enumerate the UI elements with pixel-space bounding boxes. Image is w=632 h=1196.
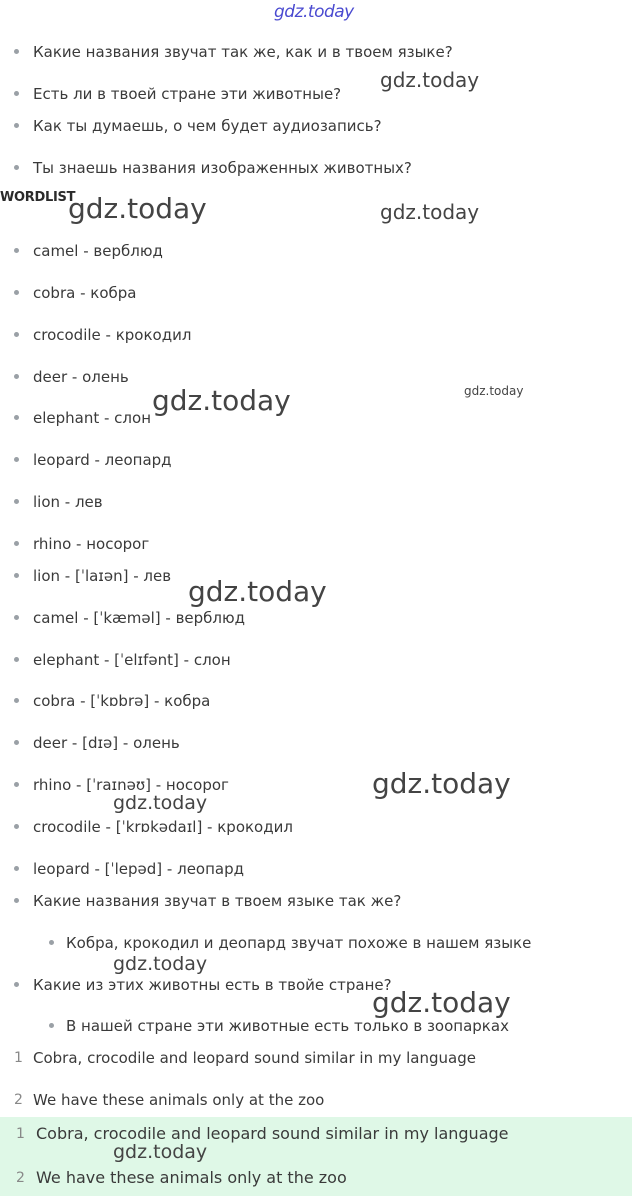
- answer-text: Cobra, crocodile and leopard sound similar in my language: [36, 1124, 509, 1143]
- transcription-entry: cobra - [ˈkɒbrə] - кобра: [33, 692, 211, 710]
- bullet-icon: [14, 782, 19, 787]
- qa-question: Какие названия звучат в твоем языке так же?: [33, 892, 402, 910]
- bullet-icon: [14, 165, 19, 170]
- answer-text: We have these animals only at the zoo: [36, 1168, 347, 1187]
- word-entry: deer - олень: [33, 368, 129, 386]
- word-entry: elephant - слон: [33, 409, 152, 427]
- question-text: Ты знаешь названия изображенных животных?: [33, 159, 412, 177]
- bullet-icon: [14, 657, 19, 662]
- bullet-icon: [14, 866, 19, 871]
- transcription-entry: deer - [dɪə] - олень: [33, 734, 180, 752]
- watermark: gdz.today: [372, 767, 511, 800]
- word-entry: camel - верблюд: [33, 242, 163, 260]
- question-text: Есть ли в твоей стране эти животные?: [33, 85, 342, 103]
- bullet-icon: [14, 290, 19, 295]
- transcription-entry: elephant - [ˈelɪfənt] - слон: [33, 651, 231, 669]
- item-number: 2: [14, 1092, 23, 1108]
- watermark: gdz.today: [464, 384, 524, 398]
- watermark: gdz.today: [372, 986, 511, 1019]
- word-entry: lion - лев: [33, 493, 103, 511]
- watermark: gdz.today: [68, 192, 207, 225]
- bullet-icon: [14, 457, 19, 462]
- bullet-icon: [14, 91, 19, 96]
- bullet-icon: [14, 615, 19, 620]
- answer-text: Cobra, crocodile and leopard sound similar in my language: [33, 1049, 476, 1067]
- qa-answer: Кобра, крокодил и деопард звучат похоже в нашем языке: [66, 934, 532, 952]
- bullet-icon: [49, 1023, 54, 1028]
- wordlist-heading: WORDLIST: [0, 190, 76, 205]
- word-entry: cobra - кобра: [33, 284, 137, 302]
- item-number: 1: [16, 1126, 25, 1142]
- qa-answer: В нашей стране эти животные есть только в зоопарках: [66, 1017, 509, 1035]
- bullet-icon: [14, 415, 19, 420]
- bullet-icon: [14, 740, 19, 745]
- bullet-icon: [14, 499, 19, 504]
- transcription-entry: crocodile - [ˈkrɒkədaɪl] - крокодил: [33, 818, 293, 836]
- bullet-icon: [14, 898, 19, 903]
- bullet-icon: [14, 982, 19, 987]
- bullet-icon: [14, 248, 19, 253]
- transcription-entry: camel - [ˈkæməl] - верблюд: [33, 609, 246, 627]
- bullet-icon: [14, 374, 19, 379]
- watermark: gdz.today: [113, 953, 208, 975]
- transcription-entry: lion - [ˈlaɪən] - лев: [33, 567, 172, 585]
- item-number: 2: [16, 1170, 25, 1186]
- watermark: gdz.today: [152, 384, 291, 417]
- qa-question: Какие из этих животны есть в твойе стране?: [33, 976, 392, 994]
- answer-text: We have these animals only at the zoo: [33, 1091, 325, 1109]
- question-text: Какие названия звучат так же, как и в твоем языке?: [33, 43, 453, 61]
- word-entry: rhino - носорог: [33, 535, 150, 553]
- bullet-icon: [14, 824, 19, 829]
- watermark: gdz.today: [380, 68, 480, 92]
- bullet-icon: [14, 573, 19, 578]
- watermark: gdz.today: [274, 2, 354, 22]
- watermark: gdz.today: [113, 1141, 208, 1163]
- word-entry: crocodile - крокодил: [33, 326, 192, 344]
- bullet-icon: [14, 49, 19, 54]
- question-text: Как ты думаешь, о чем будет аудиозапись?: [33, 117, 382, 135]
- bullet-icon: [14, 332, 19, 337]
- watermark: gdz.today: [113, 792, 208, 814]
- transcription-entry: leopard - [ˈlepəd] - леопард: [33, 860, 244, 878]
- bullet-icon: [49, 940, 54, 945]
- word-entry: leopard - леопард: [33, 451, 172, 469]
- item-number: 1: [14, 1050, 23, 1066]
- transcription-entry: rhino - [ˈraɪnəʊ] - носорог: [33, 776, 229, 794]
- bullet-icon: [14, 123, 19, 128]
- watermark: gdz.today: [380, 200, 480, 224]
- bullet-icon: [14, 698, 19, 703]
- watermark: gdz.today: [188, 575, 327, 608]
- bullet-icon: [14, 541, 19, 546]
